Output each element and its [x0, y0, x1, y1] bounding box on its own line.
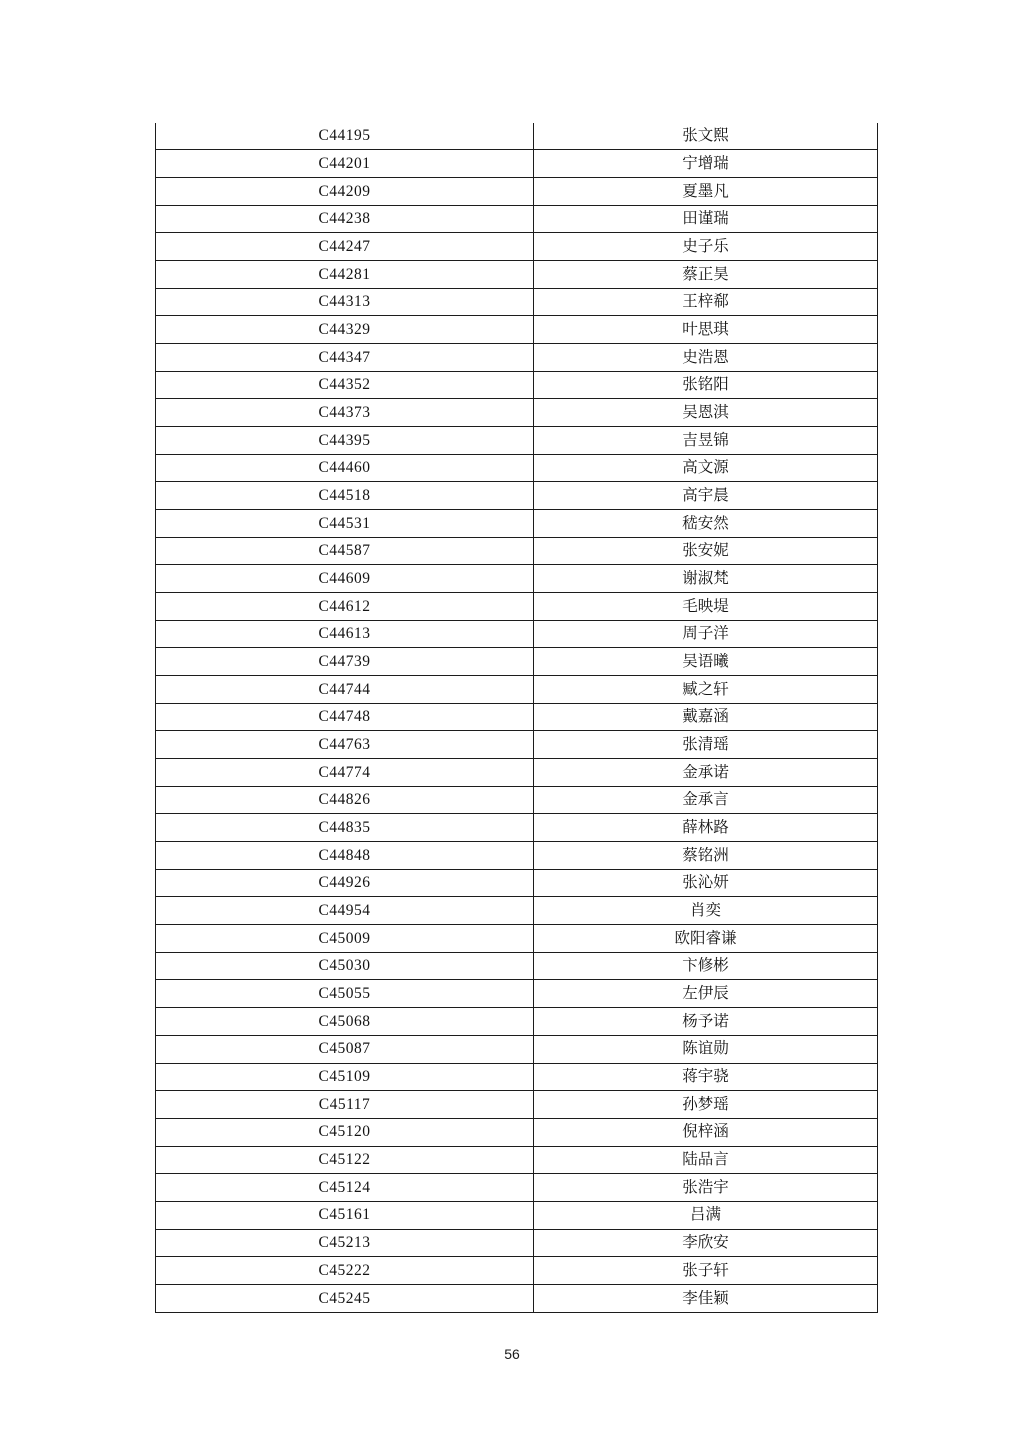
- table-row: [156, 344, 878, 372]
- code-cell: C44848: [156, 842, 534, 870]
- name-cell: 肖奕: [534, 897, 878, 925]
- name-cell: 王梓郗: [534, 288, 878, 316]
- name-cell: 欧阳睿谦: [534, 925, 878, 953]
- table-row: [156, 925, 878, 953]
- table-row: [156, 1063, 878, 1091]
- code-cell: C45117: [156, 1091, 534, 1119]
- name-cell: 史子乐: [534, 233, 878, 261]
- name-cell: 臧之轩: [534, 676, 878, 704]
- table-row: [156, 1174, 878, 1202]
- name-cell: 李佳颖: [534, 1284, 878, 1312]
- code-cell: C44744: [156, 676, 534, 704]
- name-cell: 倪梓涵: [534, 1118, 878, 1146]
- table-row: [156, 427, 878, 455]
- code-cell: C44209: [156, 178, 534, 206]
- table-row: [156, 842, 878, 870]
- roster-table: [155, 123, 878, 1313]
- code-cell: C44774: [156, 759, 534, 787]
- table-row: [156, 648, 878, 676]
- table-row: [156, 510, 878, 538]
- code-cell: C44613: [156, 620, 534, 648]
- table-row: [156, 869, 878, 897]
- table-row: [156, 1229, 878, 1257]
- table-row: [156, 123, 878, 150]
- code-cell: C44395: [156, 427, 534, 455]
- table-row: [156, 980, 878, 1008]
- page-number: 56: [504, 1346, 520, 1362]
- name-cell: 宁增瑞: [534, 150, 878, 178]
- name-cell: 张文熙: [534, 123, 878, 150]
- table-row: [156, 178, 878, 206]
- code-cell: C45030: [156, 952, 534, 980]
- table-row: [156, 150, 878, 178]
- name-cell: 蔡铭洲: [534, 842, 878, 870]
- name-cell: 张清瑶: [534, 731, 878, 759]
- code-cell: C45161: [156, 1201, 534, 1229]
- code-cell: C45055: [156, 980, 534, 1008]
- table-row: [156, 1146, 878, 1174]
- code-cell: C44748: [156, 703, 534, 731]
- code-cell: C44347: [156, 344, 534, 372]
- table-row: [156, 676, 878, 704]
- table-row: [156, 897, 878, 925]
- code-cell: C45009: [156, 925, 534, 953]
- name-cell: 张沁妍: [534, 869, 878, 897]
- code-cell: C44352: [156, 371, 534, 399]
- name-cell: 戴嘉涵: [534, 703, 878, 731]
- table-row: [156, 205, 878, 233]
- name-cell: 吉昱锦: [534, 427, 878, 455]
- roster-table-body: [156, 123, 878, 1313]
- code-cell: C45087: [156, 1035, 534, 1063]
- table-row: [156, 371, 878, 399]
- code-cell: C45245: [156, 1284, 534, 1312]
- table-row: [156, 233, 878, 261]
- table-row: [156, 1201, 878, 1229]
- name-cell: 谢淑梵: [534, 565, 878, 593]
- name-cell: 张铭阳: [534, 371, 878, 399]
- table-row: [156, 399, 878, 427]
- name-cell: 孙梦瑶: [534, 1091, 878, 1119]
- code-cell: C44926: [156, 869, 534, 897]
- table-row: [156, 952, 878, 980]
- name-cell: 田谨瑞: [534, 205, 878, 233]
- table-row: [156, 482, 878, 510]
- code-cell: C44247: [156, 233, 534, 261]
- table-row: [156, 1284, 878, 1312]
- code-cell: C44954: [156, 897, 534, 925]
- code-cell: C44763: [156, 731, 534, 759]
- name-cell: 蔡正昊: [534, 261, 878, 289]
- table-row: [156, 620, 878, 648]
- code-cell: C45120: [156, 1118, 534, 1146]
- table-row: [156, 261, 878, 289]
- code-cell: C44612: [156, 593, 534, 621]
- name-cell: 蒋宇骁: [534, 1063, 878, 1091]
- name-cell: 叶思琪: [534, 316, 878, 344]
- name-cell: 薛林路: [534, 814, 878, 842]
- table-row: [156, 316, 878, 344]
- code-cell: C45124: [156, 1174, 534, 1202]
- name-cell: 杨予诺: [534, 1008, 878, 1036]
- name-cell: 夏墨凡: [534, 178, 878, 206]
- code-cell: C44835: [156, 814, 534, 842]
- name-cell: 李欣安: [534, 1229, 878, 1257]
- code-cell: C44329: [156, 316, 534, 344]
- code-cell: C44460: [156, 454, 534, 482]
- table-row: [156, 731, 878, 759]
- table-row: [156, 537, 878, 565]
- name-cell: 张浩宇: [534, 1174, 878, 1202]
- code-cell: C45213: [156, 1229, 534, 1257]
- name-cell: 左伊辰: [534, 980, 878, 1008]
- code-cell: C44373: [156, 399, 534, 427]
- table-row: [156, 565, 878, 593]
- code-cell: C44587: [156, 537, 534, 565]
- table-row: [156, 1035, 878, 1063]
- code-cell: C44531: [156, 510, 534, 538]
- name-cell: 吴语曦: [534, 648, 878, 676]
- name-cell: 张子轩: [534, 1257, 878, 1285]
- name-cell: 吴恩淇: [534, 399, 878, 427]
- code-cell: C45122: [156, 1146, 534, 1174]
- code-cell: C44238: [156, 205, 534, 233]
- table-row: [156, 759, 878, 787]
- code-cell: C44826: [156, 786, 534, 814]
- name-cell: 嵇安然: [534, 510, 878, 538]
- name-cell: 周子洋: [534, 620, 878, 648]
- table-row: [156, 814, 878, 842]
- table-row: [156, 288, 878, 316]
- code-cell: C44201: [156, 150, 534, 178]
- code-cell: C45068: [156, 1008, 534, 1036]
- name-cell: 毛映堤: [534, 593, 878, 621]
- name-cell: 陆品言: [534, 1146, 878, 1174]
- code-cell: C44609: [156, 565, 534, 593]
- code-cell: C44739: [156, 648, 534, 676]
- table-row: [156, 1091, 878, 1119]
- code-cell: C44195: [156, 123, 534, 150]
- code-cell: C45109: [156, 1063, 534, 1091]
- name-cell: 陈谊勋: [534, 1035, 878, 1063]
- code-cell: C44313: [156, 288, 534, 316]
- table-row: [156, 1118, 878, 1146]
- table-row: [156, 1008, 878, 1036]
- name-cell: 金承言: [534, 786, 878, 814]
- name-cell: 吕满: [534, 1201, 878, 1229]
- table-row: [156, 1257, 878, 1285]
- name-cell: 金承诺: [534, 759, 878, 787]
- name-cell: 张安妮: [534, 537, 878, 565]
- table-row: [156, 786, 878, 814]
- table-row: [156, 454, 878, 482]
- table-row: [156, 703, 878, 731]
- name-cell: 高文源: [534, 454, 878, 482]
- table-row: [156, 593, 878, 621]
- name-cell: 卞修彬: [534, 952, 878, 980]
- code-cell: C44281: [156, 261, 534, 289]
- name-cell: 高宇晨: [534, 482, 878, 510]
- code-cell: C45222: [156, 1257, 534, 1285]
- name-cell: 史浩恩: [534, 344, 878, 372]
- code-cell: C44518: [156, 482, 534, 510]
